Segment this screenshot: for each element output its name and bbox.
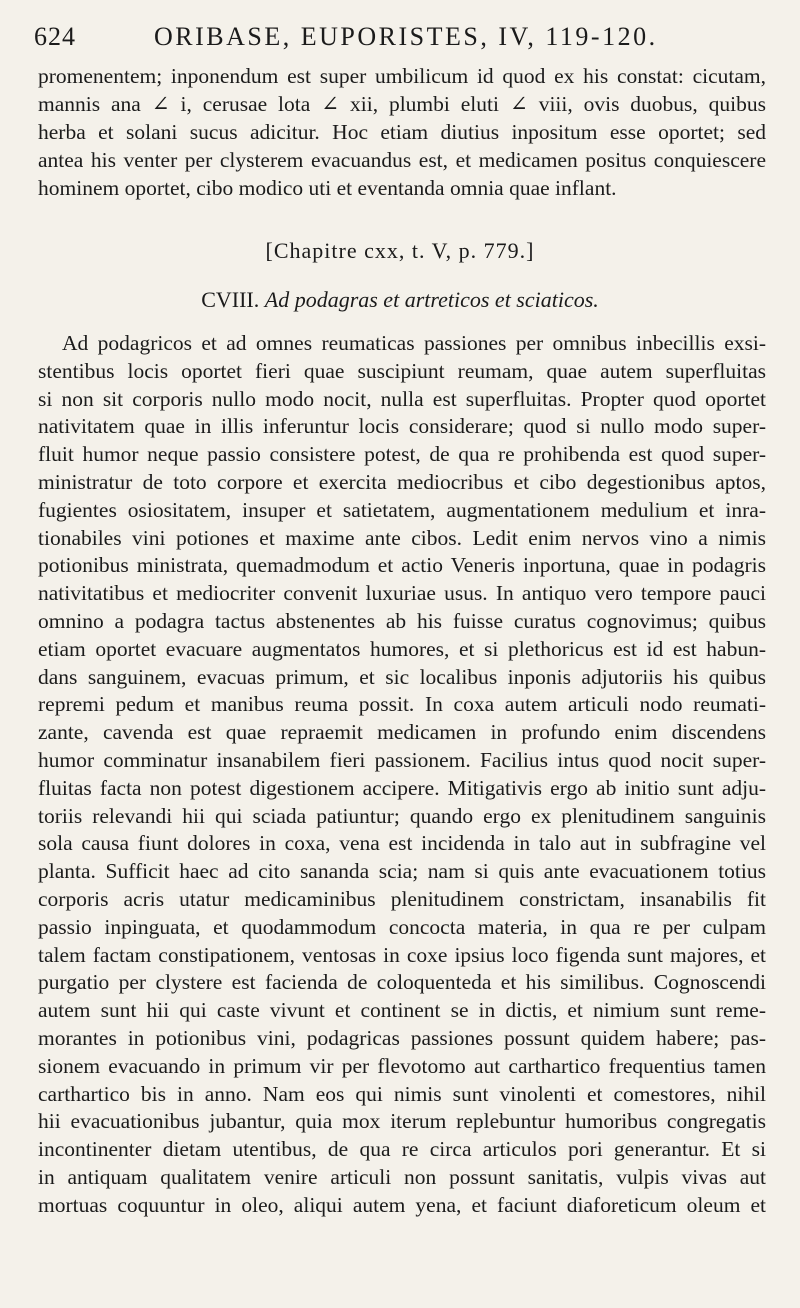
text-line: in antiquam qualitatem venire articuli non possunt sanitatis, vulpis vivas aut bbox=[38, 1164, 766, 1189]
text-line: mannis ana ∠ i, cerusae lota ∠ xii, plumbi eluti ∠ viii, ovis duobus, quibus bbox=[38, 92, 766, 116]
text-line: hii evacuationibus jubantur, quia mox iterum replebuntur humoribus congregatis bbox=[38, 1109, 766, 1134]
text-line: promenentem; inponendum est super umbilicum id quod ex his constat: cicutam, bbox=[38, 64, 766, 88]
text-line: tionabiles vini potiones et maxime ante cibos. Ledit enim nervos vino a nimis bbox=[38, 525, 766, 550]
text-line: herba et solani sucus adicitur. Hoc etiam diutius inpositum esse oportet; sed bbox=[38, 120, 766, 144]
text-line: planta. Sufficit haec ad cito sananda scia; nam si quis ante evacuationem totius bbox=[38, 859, 766, 884]
text-line: incontinenter dietam utentibus, de qua re circa articulos pori generantur. Et si bbox=[38, 1137, 766, 1162]
text-line: ministratur de toto corpore et exercita mediocribus et cibo degestionibus aptos, bbox=[38, 469, 766, 494]
running-header bbox=[34, 22, 760, 52]
text-line: potionibus ministrata, quemadmodum et actio Veneris inportuna, quae in podagris bbox=[38, 553, 766, 578]
text-line: nativitatem quae in illis inferuntur locis considerare; quod si nullo modo super- bbox=[38, 414, 766, 439]
text-line: sionem evacuando in primum vir per flevotomo aut carthartico frequentius tamen bbox=[38, 1053, 766, 1078]
running-title: ORIBASE, EUPORISTES, IV, 119-120. bbox=[154, 22, 658, 51]
chapter-reference: [Chapitre cxx, t. V, p. 779.] bbox=[265, 238, 535, 263]
text-line: dans sanguinem, evacuas primum, et sic localibus inponis adjutoriis his quibus bbox=[38, 664, 766, 689]
text-line: autem sunt hii qui caste vivunt et continent se in dictis, et nimium sunt reme- bbox=[38, 998, 766, 1023]
text-line: humor comminatur insanabilem fieri passionem. Facilius intus quod nocit super- bbox=[38, 747, 766, 772]
text-line: zante, cavenda est quae repraemit medicamen in profundo enim discendens bbox=[38, 720, 766, 745]
text-line: purgatio per clystere est facienda de coloquenteda et his similibus. Cognoscendi bbox=[38, 970, 766, 995]
text-line: hominem oportet, cibo modico uti et eventanda omnia quae inflant. bbox=[38, 176, 617, 200]
text-line: omnino a podagra tactus abstenentes ab his fuisse curatus cognovimus; quibus bbox=[38, 608, 766, 633]
text-line: toriis relevandi hii qui sciada patiuntur; quando ergo ex plenitudinem sanguinis bbox=[38, 803, 766, 828]
text-line: sola causa fiunt dolores in coxa, vena est incidenda in talo aut in subfragine vel bbox=[38, 831, 766, 856]
text-line: nativitatibus et mediocriter convenit luxuriae usus. In antiquo vero tempore pauci bbox=[38, 581, 766, 606]
page-number: 624 bbox=[34, 22, 76, 51]
section-number: CVIII. bbox=[201, 287, 260, 312]
section-title-text: Ad podagras et artreticos et sciaticos. bbox=[264, 287, 599, 312]
paragraph-1 bbox=[38, 62, 766, 202]
text-line: fugientes osiositatem, insuper et satietatem, augmentationem medulium et inra- bbox=[38, 497, 766, 522]
text-line: mortuas coquuntur in oleo, aliqui autem yena, et faciunt diaforeticum oleum et bbox=[38, 1192, 766, 1217]
text-line: passio inpinguata, et quodammodum concocta materia, in qua re per culpam bbox=[38, 914, 766, 939]
text-line: repremi pedum et manibus reuma possit. In coxa autem articuli nodo reumati- bbox=[38, 692, 766, 717]
text-line: fluit humor neque passio consistere potest, de qua re prohibenda est quod super- bbox=[38, 442, 766, 467]
text-line: carthartico bis in anno. Nam eos qui nimis sunt vinolenti et comestores, nihil bbox=[38, 1081, 766, 1106]
text-line: antea his venter per clysterem evacuandus est, et medicamen positus conquiescere bbox=[38, 148, 766, 172]
text-line: si non sit corporis nullo modo nocit, nulla est superfluitas. Propter quod oportet bbox=[38, 386, 766, 411]
text-line: morantes in potionibus vini, podagricas passiones possunt quidem habere; pas- bbox=[38, 1025, 766, 1050]
section-title bbox=[0, 287, 800, 313]
text-line: talem factam constipationem, ventosas in coxe ipsius loco figenda sunt majores, et bbox=[38, 942, 766, 967]
text-line: etiam oportet evacuare augmentatos humores, et si plethoricus est id est habun- bbox=[38, 636, 766, 661]
text-line: corporis acris utatur medicaminibus plenitudinem constrictam, insanabilis fit bbox=[38, 886, 766, 911]
paragraph-2 bbox=[38, 330, 766, 1220]
text-line: stentibus locis oportet fieri quae suscipiunt reumam, quae autem superfluitas bbox=[38, 358, 766, 383]
text-line: fluitas facta non potest digestionem accipere. Mitigativis ergo ab initio sunt adju- bbox=[38, 775, 766, 800]
text-line: Ad podagricos et ad omnes reumaticas passiones per omnibus inbecillis exsi- bbox=[62, 331, 766, 355]
